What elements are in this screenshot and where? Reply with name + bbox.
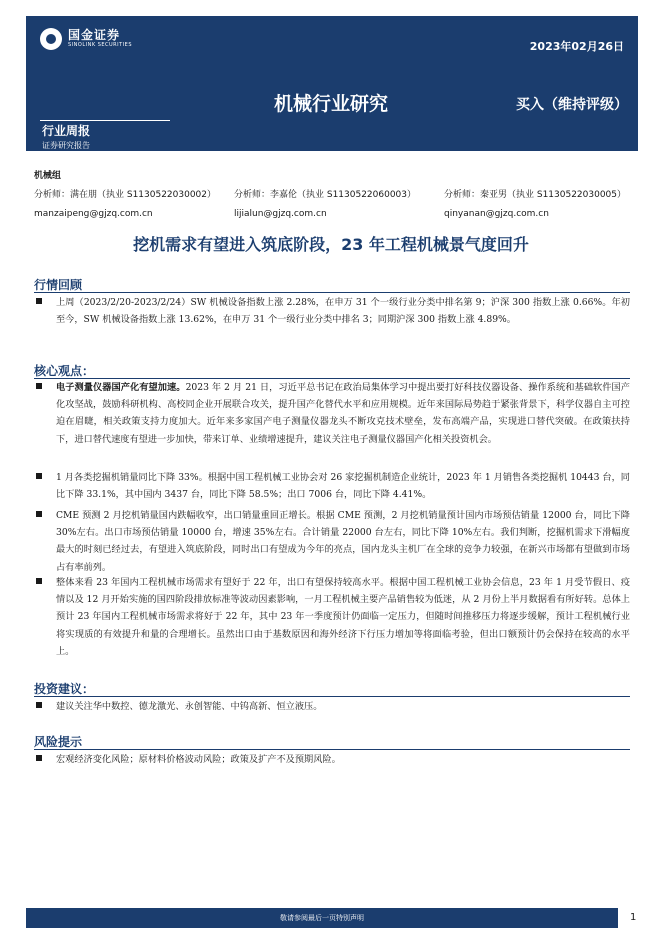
bullet-text: 建议关注华中数控、德龙激光、永创智能、中钨高新、恒立液压。 — [56, 701, 323, 712]
logo-name-en: SINOLINK SECURITIES — [68, 42, 132, 48]
list-item — [34, 751, 630, 768]
analyst-1: 分析师：满在朋（执业 S1130522030002） — [34, 190, 217, 200]
section-market-review-title: 行情回顾 — [34, 278, 83, 292]
list-item — [34, 294, 630, 328]
logo-mark-icon — [40, 28, 62, 50]
footer-disclaimer[interactable]: 敬请参阅最后一页特别声明 — [280, 914, 364, 922]
rating-label: 买入（维持评级） — [516, 97, 628, 113]
bullet-text: 1 月各类挖掘机销量同比下降 33%。根据中国工程机械工业协会对 26 家挖掘机制造企业统计，2023 年 1 月销售各类挖掘机 10443 台，同比下降 33.1%，其中国内 3437 台，同比下降 58.5%；出口 7006 台，同比下降 4.41%。 — [56, 472, 630, 501]
report-date: 2023年02月26日 — [529, 40, 624, 53]
report-headline: 挖机需求有望进入筑底阶段，23 年工程机械景气度回升 — [133, 235, 529, 254]
list-item — [34, 698, 630, 715]
bullet-square-icon — [36, 511, 42, 517]
bullet-square-icon — [36, 298, 42, 304]
bullet-square-icon — [36, 578, 42, 584]
analyst-3-email[interactable]: qinyanan@gjzq.com.cn — [444, 209, 549, 219]
report-type: 行业周报 — [42, 124, 91, 138]
bullet-text: 宏观经济变化风险；原材料价格波动风险；政策及扩产不及预期风险。 — [56, 754, 341, 765]
bullet-square-icon — [36, 755, 42, 761]
section-divider — [34, 696, 630, 697]
report-subtype: 证券研究报告 — [42, 141, 90, 150]
list-item — [34, 469, 630, 503]
section-core-views-title: 核心观点： — [34, 364, 95, 378]
bullet-text: 整体来看 23 年国内工程机械市场需求有望好于 22 年，出口有望保持较高水平。根据中国工程机械工业协会信息，23 年 1 月受节假日、疫情以及 12 月开始实施的国四阶段排放标准等波动因素影响，一月工程机械主要产品销售较为低迷，从 2 月份上半月数据看有所好转。总体上预计 23 年国内工程机械市场需求将好于 22 年，其中 23 年一季度预计仍面临一定压力，但随时间推移压力将逐步缓解，预计工程机械行业将实现质的有效提升和量的合理增长。虽然出口由于基数原因和海外经济下行压力增加等将面临考验，但出口额预计仍会保持在较高的水平上。 — [56, 577, 630, 657]
footer-bar — [26, 908, 618, 928]
header-divider — [40, 120, 170, 121]
bullet-lead: 电子测量仪器国产化有望加速。 — [56, 382, 186, 393]
page-number: 1 — [630, 912, 637, 923]
bullet-square-icon — [36, 383, 42, 389]
report-header-banner — [26, 16, 638, 151]
analyst-2: 分析师：李嘉伦（执业 S1130522060003） — [234, 190, 417, 200]
analyst-3: 分析师：秦亚男（执业 S1130522030005） — [444, 190, 627, 200]
bullet-text: 上周（2023/2/20-2023/2/24）SW 机械设备指数上涨 2.28%，在申万 31 个一级行业分类中排名第 9；沪深 300 指数上涨 0.66%。年初至今，SW 机械设备指数上涨 13.62%，在申万 31 个一级行业分类中排名 3；同期沪深 300 指数上涨 4.89%。 — [56, 297, 630, 326]
section-investment-title: 投资建议： — [34, 682, 95, 696]
section-divider — [34, 292, 630, 293]
section-divider — [34, 749, 630, 750]
analyst-1-email[interactable]: manzaipeng@gjzq.com.cn — [34, 209, 153, 219]
bullet-text: 2023 年 2 月 21 日，习近平总书记在政治局集体学习中提出要打好科技仪器设备、操作系统和基础软件国产化攻坚战，鼓励科研机构、高校同企业开展联合攻关，提升国产化替代水平和应用规模。近年来国际局势趋于紧张背景下，科学仪器自主可控迫在眉睫，相关政策支持力度加大。近年来多家国产电子测量仪器龙头不断攻克技术壁垒，发布高端产品，实现进口替代突破。在政策扶持下，进口替代速度有望进一步加快，带来订单、业绩增速提升，建议关注电子测量仪器国产化相关投资机会。 — [56, 382, 630, 445]
bullet-square-icon — [36, 473, 42, 479]
logo-name-cn: 国金证券 — [68, 28, 121, 42]
company-logo — [40, 28, 132, 50]
bullet-text: CME 预测 2 月挖机销量国内跌幅收窄，出口销量重回正增长。根据 CME 预测，2 月挖机销量预计国内市场预估销量 12000 台，同比下降 30%左右。出口市场预估销量 10000 台，增速 35%左右。合计销量 22000 台左右，同比下降 10%左右。我们判断，挖掘机需求下滑幅度最大的时刻已经过去，有望进入筑底阶段，同时出口有望成为今年的亮点，国内龙头主机厂在全球的竞争力较强，在新兴市场都有望做到市场占有率前列。 — [56, 510, 630, 573]
report-title: 机械行业研究 — [274, 93, 389, 115]
section-risk-title: 风险提示 — [34, 735, 83, 749]
analyst-group: 机械组 — [34, 171, 62, 181]
list-item — [34, 507, 630, 576]
bullet-square-icon — [36, 702, 42, 708]
list-item — [34, 379, 630, 448]
list-item — [34, 574, 630, 660]
analyst-2-email[interactable]: lijialun@gjzq.com.cn — [234, 209, 327, 219]
